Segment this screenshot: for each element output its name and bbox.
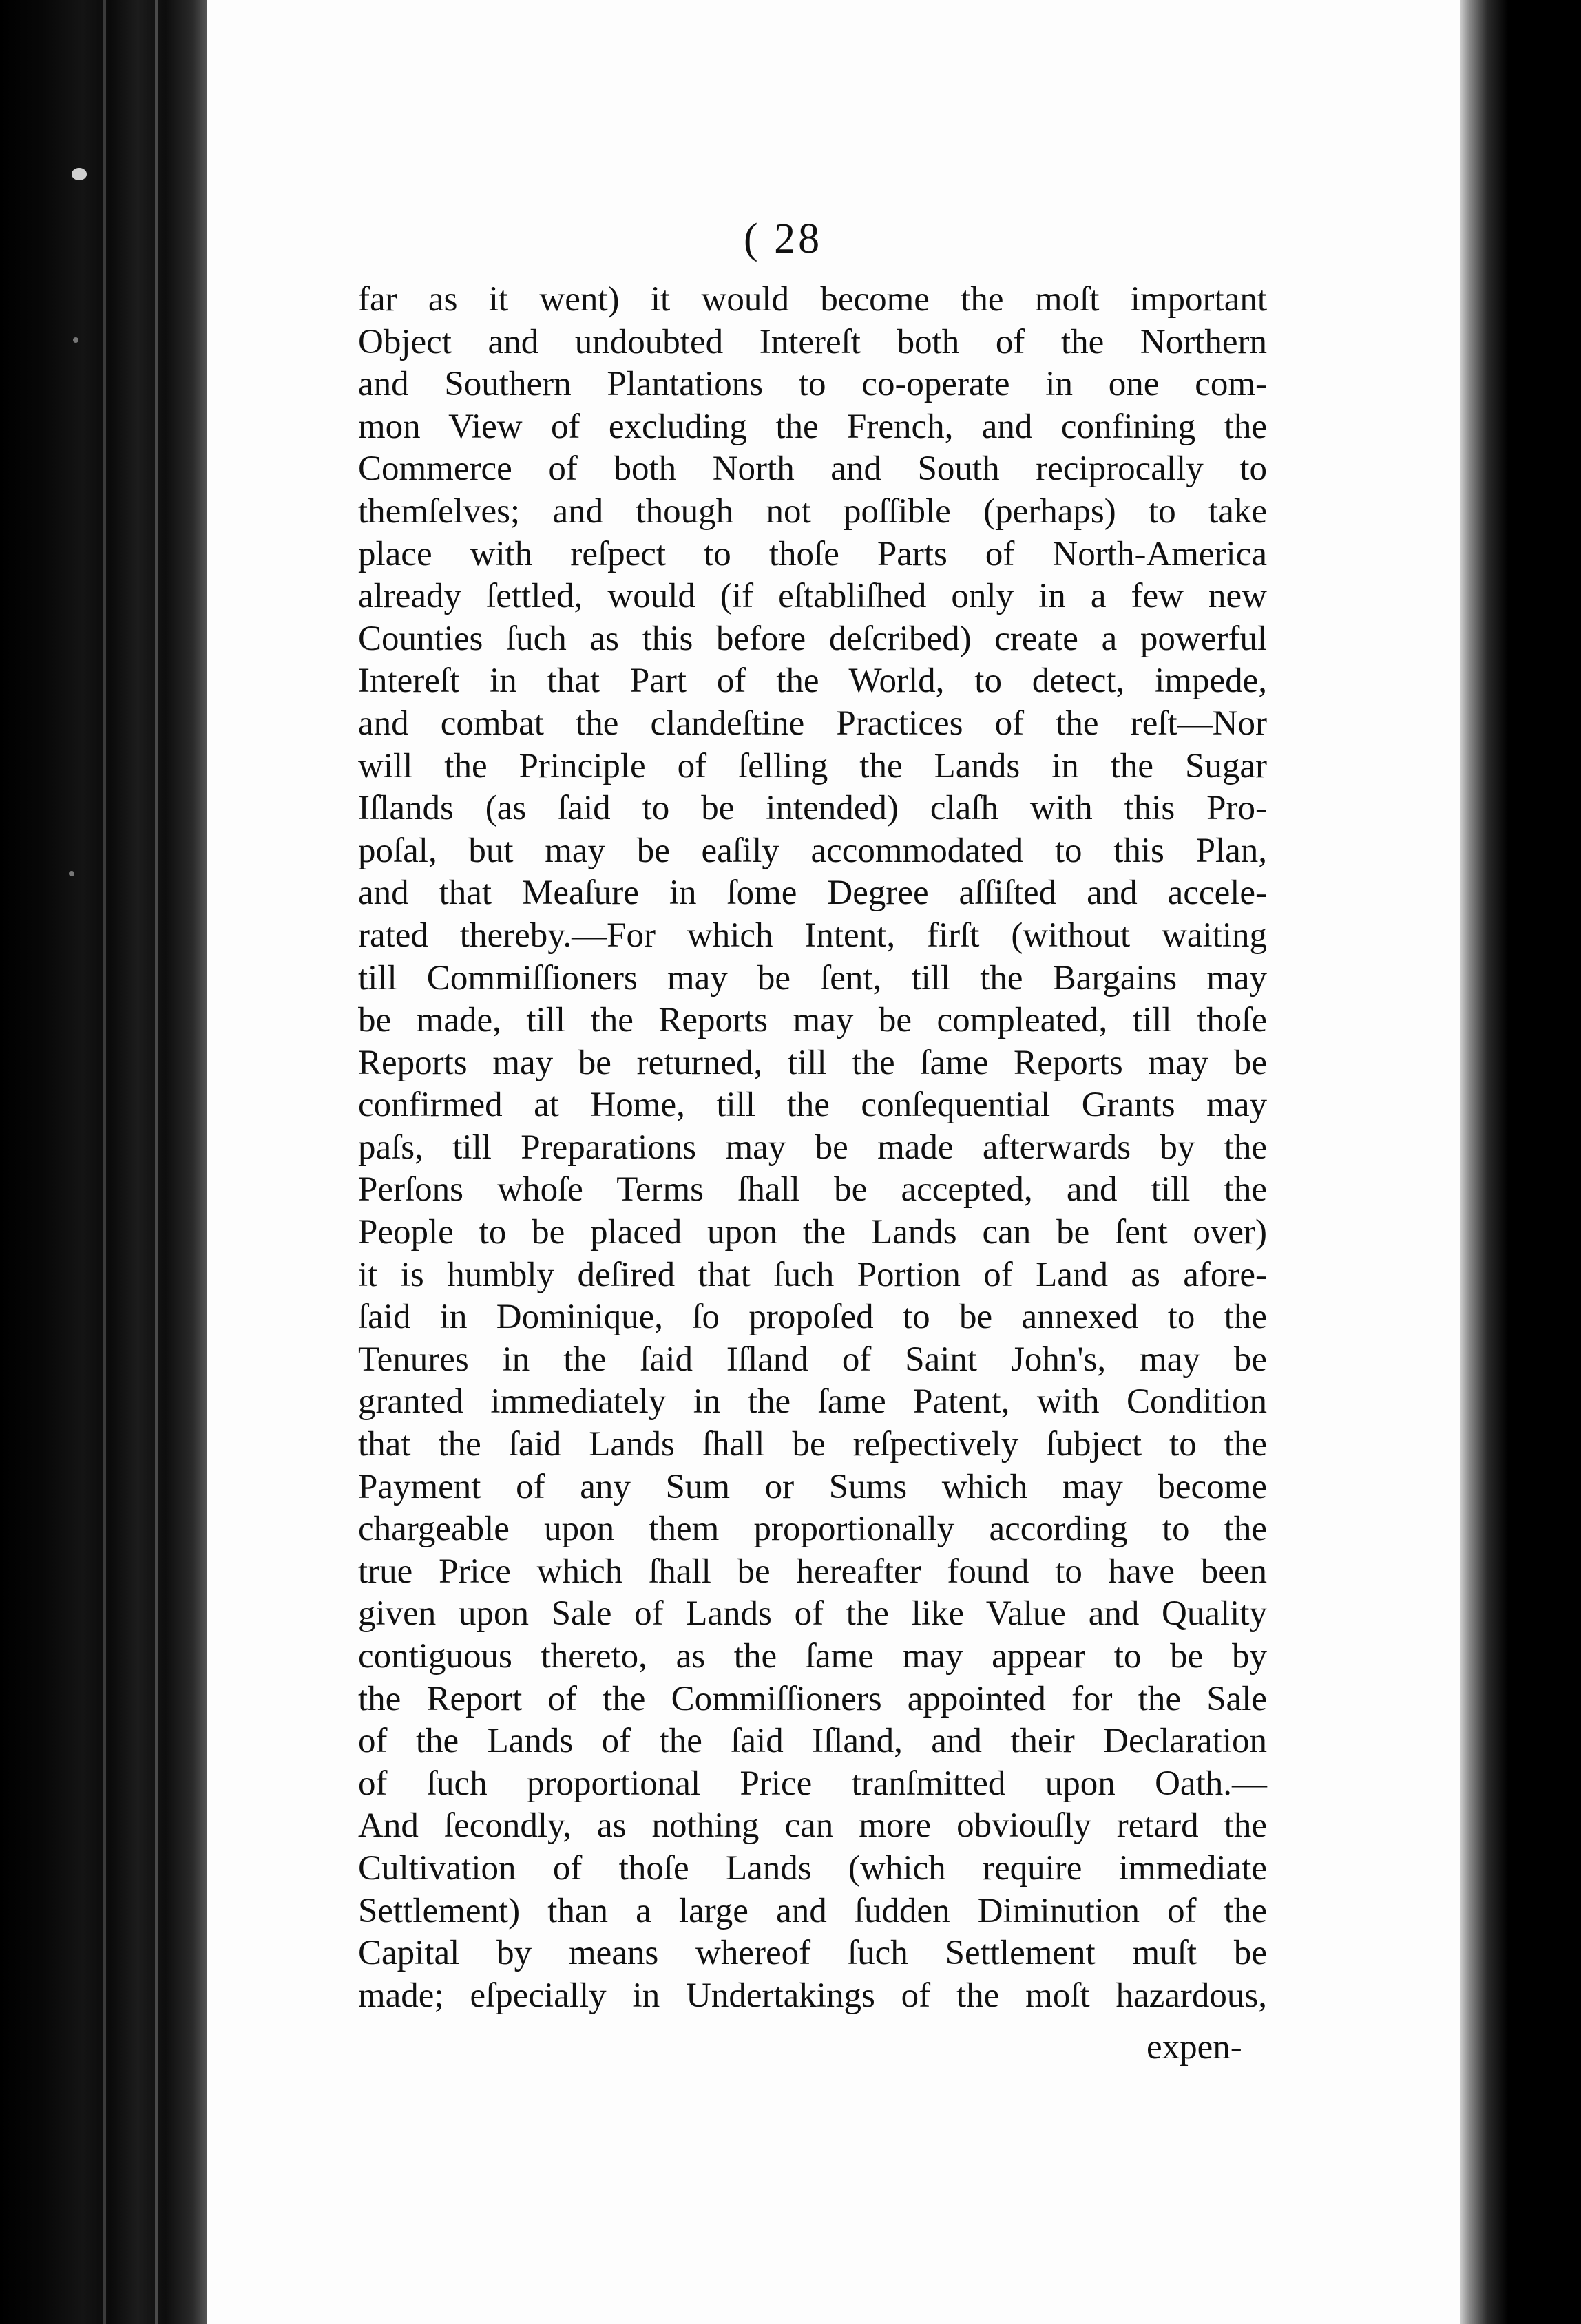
binding-band bbox=[155, 0, 158, 2324]
text-line: Capital by means whereof ſuch Settlement muſt be bbox=[358, 1934, 1267, 1973]
text-line: it is humbly deſired that ſuch Portion of Land as afore- bbox=[358, 1255, 1267, 1294]
text-line: Tenures in the ſaid Iſland of Saint John's, may be bbox=[358, 1340, 1267, 1379]
text-line: will the Principle of ſelling the Lands in the Sugar bbox=[358, 746, 1267, 785]
text-line: Iſlands (as ſaid to be intended) claſh with this Pro- bbox=[358, 789, 1267, 828]
text-line: of ſuch proportional Price tranſmitted upon Oath.— bbox=[358, 1764, 1267, 1803]
page-right-edge bbox=[1460, 0, 1581, 2324]
text-line: true Price which ſhall be hereafter found to have been bbox=[358, 1552, 1267, 1591]
page-number-header: ( 28 bbox=[744, 215, 823, 262]
text-line: far as it went) it would become the moſt important bbox=[358, 280, 1267, 319]
text-line: Payment of any Sum or Sums which may become bbox=[358, 1467, 1267, 1506]
catchword: expen- bbox=[1147, 2028, 1242, 2067]
text-line: granted immediately in the ſame Patent, with Condition bbox=[358, 1382, 1267, 1422]
text-line: Intereſt in that Part of the World, to detect, impede, bbox=[358, 662, 1267, 701]
text-line: given upon Sale of Lands of the like Value and Quality bbox=[358, 1594, 1267, 1634]
text-line: Commerce of both North and South reciprocally to bbox=[358, 450, 1267, 489]
text-line: Object and undoubted Intereſt both of the Northern bbox=[358, 322, 1267, 361]
text-line: And ſecondly, as nothing can more obviouſly retard the bbox=[358, 1806, 1267, 1846]
body-text bbox=[358, 279, 1267, 2017]
text-line: Reports may be returned, till the ſame Reports may be bbox=[358, 1043, 1267, 1082]
binding-mark bbox=[69, 871, 74, 876]
text-line: rated thereby.—For which Intent, firſt (without waiting bbox=[358, 916, 1267, 955]
text-line: contiguous thereto, as the ſame may appear to be by bbox=[358, 1637, 1267, 1676]
book-binding-edge bbox=[0, 0, 207, 2324]
text-line: themſelves; and though not poſſible (perhaps) to take bbox=[358, 492, 1267, 531]
binding-mark bbox=[72, 168, 87, 180]
text-line: and that Meaſure in ſome Degree aſſiſted and accele- bbox=[358, 874, 1267, 913]
text-line: People to be placed upon the Lands can be ſent over) bbox=[358, 1213, 1267, 1252]
text-line: made; eſpecially in Undertakings of the moſt hazardous, bbox=[358, 1976, 1267, 2015]
text-line: paſs, till Preparations may be made afterwards by the bbox=[358, 1128, 1267, 1167]
text-line: be made, till the Reports may be compleated, till thoſe bbox=[358, 1001, 1267, 1040]
text-line: chargeable upon them proportionally according to the bbox=[358, 1510, 1267, 1549]
text-line: place with reſpect to thoſe Parts of North-America bbox=[358, 534, 1267, 573]
text-line: the Report of the Commiſſioners appointed for the Sale bbox=[358, 1679, 1267, 1718]
text-line: Settlement) than a large and ſudden Diminution of the bbox=[358, 1891, 1267, 1930]
text-line: Counties ſuch as this before deſcribed) create a powerful bbox=[358, 619, 1267, 658]
text-line: already ſettled, would (if eſtabliſhed only in a few new bbox=[358, 577, 1267, 616]
binding-band bbox=[103, 0, 106, 2324]
text-line: that the ſaid Lands ſhall be reſpectively ſubject to the bbox=[358, 1425, 1267, 1464]
text-line: and Southern Plantations to co-operate in one com- bbox=[358, 365, 1267, 404]
text-line: confirmed at Home, till the conſequential Grants may bbox=[358, 1086, 1267, 1125]
text-line: and combat the clandeſtine Practices of the reſt—Nor bbox=[358, 704, 1267, 743]
text-line: ſaid in Dominique, ſo propoſed to be annexed to the bbox=[358, 1298, 1267, 1337]
text-line: mon View of excluding the French, and confining the bbox=[358, 407, 1267, 446]
text-line: of the Lands of the ſaid Iſland, and their Declaration bbox=[358, 1722, 1267, 1761]
text-line: poſal, but may be eaſily accommodated to this Plan, bbox=[358, 831, 1267, 870]
text-line: till Commiſſioners may be ſent, till the Bargains may bbox=[358, 958, 1267, 997]
binding-mark bbox=[73, 337, 78, 343]
text-line: Perſons whoſe Terms ſhall be accepted, and till the bbox=[358, 1170, 1267, 1209]
text-line: Cultivation of thoſe Lands (which require immediate bbox=[358, 1848, 1267, 1888]
